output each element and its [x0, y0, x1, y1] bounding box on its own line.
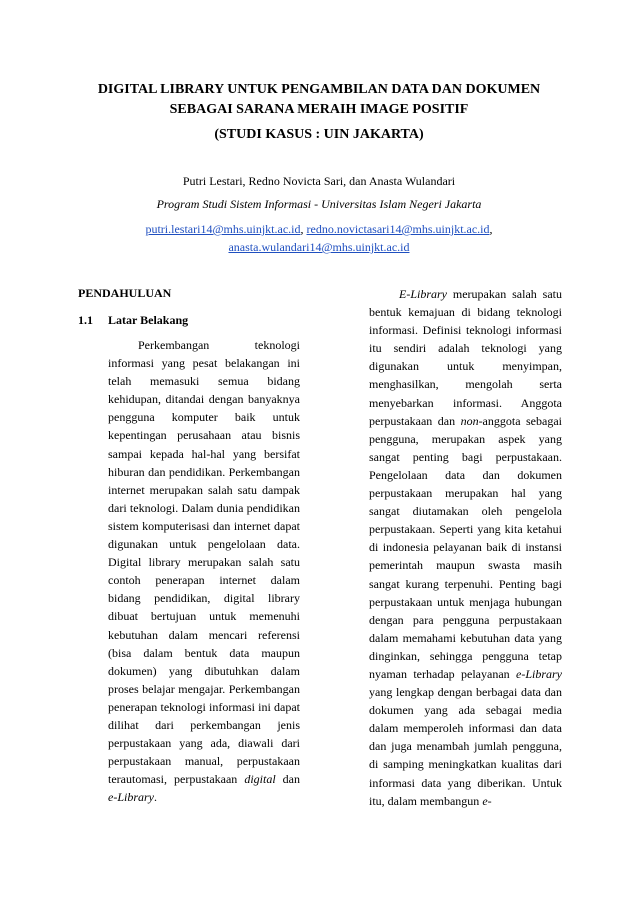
subsection-number: 1.1: [78, 313, 93, 327]
left-paragraph: Perkembangan teknologi informasi yang pesat belakangan ini telah memasuki semua bidang kehidupan, ditandai dengan banyaknya pengguna komputer baik untuk kepentingan perusahaan atau bisnis sampai kepada hal-hal yang bersifat hiburan dan pendidikan. Perkembangan internet merupakan salah satu dampak dari teknologi. Dalam dunia pendidikan sistem komputerisasi dan internet dapat digunakan untuk pengelolaan data. Digital library merupakan salah satu contoh penerapan internet dalam bidang pendidikan, digital library dibuat bertujuan untuk memenuhi kebutuhan dalam mencari referensi (bisa dalam bentuk data maupun dokumen) yang dibutuhkan dalam proses belajar mengajar. Perkembangan penerapan teknologi informasi ini dapat dilihat dari perkembangan jenis perpustakaan yang ada, diawali dari perpustakaan manual, perpustakaan terautomasi, perpustakaan digital dan e-Library.: [108, 338, 300, 805]
affiliation: Program Studi Sistem Informasi - Universitas Islam Negeri Jakarta: [156, 197, 482, 211]
authors: Putri Lestari, Redno Novicta Sari, dan Anasta Wulandari: [182, 174, 456, 188]
email-separator: ,: [300, 222, 307, 236]
paper-title-line-1: DIGITAL LIBRARY UNTUK PENGAMBILAN DATA DAN DOKUMEN: [97, 82, 541, 97]
right-column: [369, 285, 562, 810]
email-link-2[interactable]: redno.novictasari14@mhs.uinjkt.ac.id: [306, 222, 490, 236]
right-paragraph: E-Library merupakan salah satu bentuk kemajuan di bidang teknologi informasi. Definisi teknologi informasi itu sendiri adalah teknologi yang digunakan untuk menyimpan, menghasilkan, mengolah serta menyebarkan informasi. Anggota perpustakaan dan non-anggota sebagai pengguna, merupakan aspek yang sangat penting bagi perpustakaan. Pengelolaan data dan dokumen perpustakaan merupakan hal yang sangat diutamakan oleh pengelola perpustakaan. Seperti yang kita ketahui di indonesia pelayanan baik di instansi pemerintah maupun swasta masih sangat kurang terpenuhi. Penting bagi perpustakaan untuk menjaga hubungan dengan para pengguna perpustakaan dalam memahami kebutuhan data yang dinginkan, sehingga pengguna tetap nyaman terhadap pelayanan e-Library yang lengkap dengan berbagai data dan dokumen yang ada sebagai media dalam memperoleh informasi dan data dan juga menambah jumlah pengguna, di samping meningkatkan kualitas dari informasi data yang diberikan. Untuk itu, dalam membangun e-: [369, 287, 562, 808]
left-column: [108, 336, 300, 806]
paper-title-line-3: (STUDI KASUS : UIN JAKARTA): [214, 127, 424, 142]
email-line-1: [40, 220, 598, 238]
paper-title-line-2: SEBAGAI SARANA MERAIH IMAGE POSITIF: [169, 102, 469, 117]
email-link-1[interactable]: putri.lestari14@mhs.uinjkt.ac.id: [145, 222, 301, 236]
section-heading: PENDAHULUAN: [78, 286, 172, 300]
email-separator: ,: [489, 222, 493, 236]
email-link-3[interactable]: anasta.wulandari14@mhs.uinjkt.ac.id: [228, 240, 410, 254]
subsection-title: Latar Belakang: [108, 313, 189, 327]
email-line-2: [40, 238, 598, 256]
